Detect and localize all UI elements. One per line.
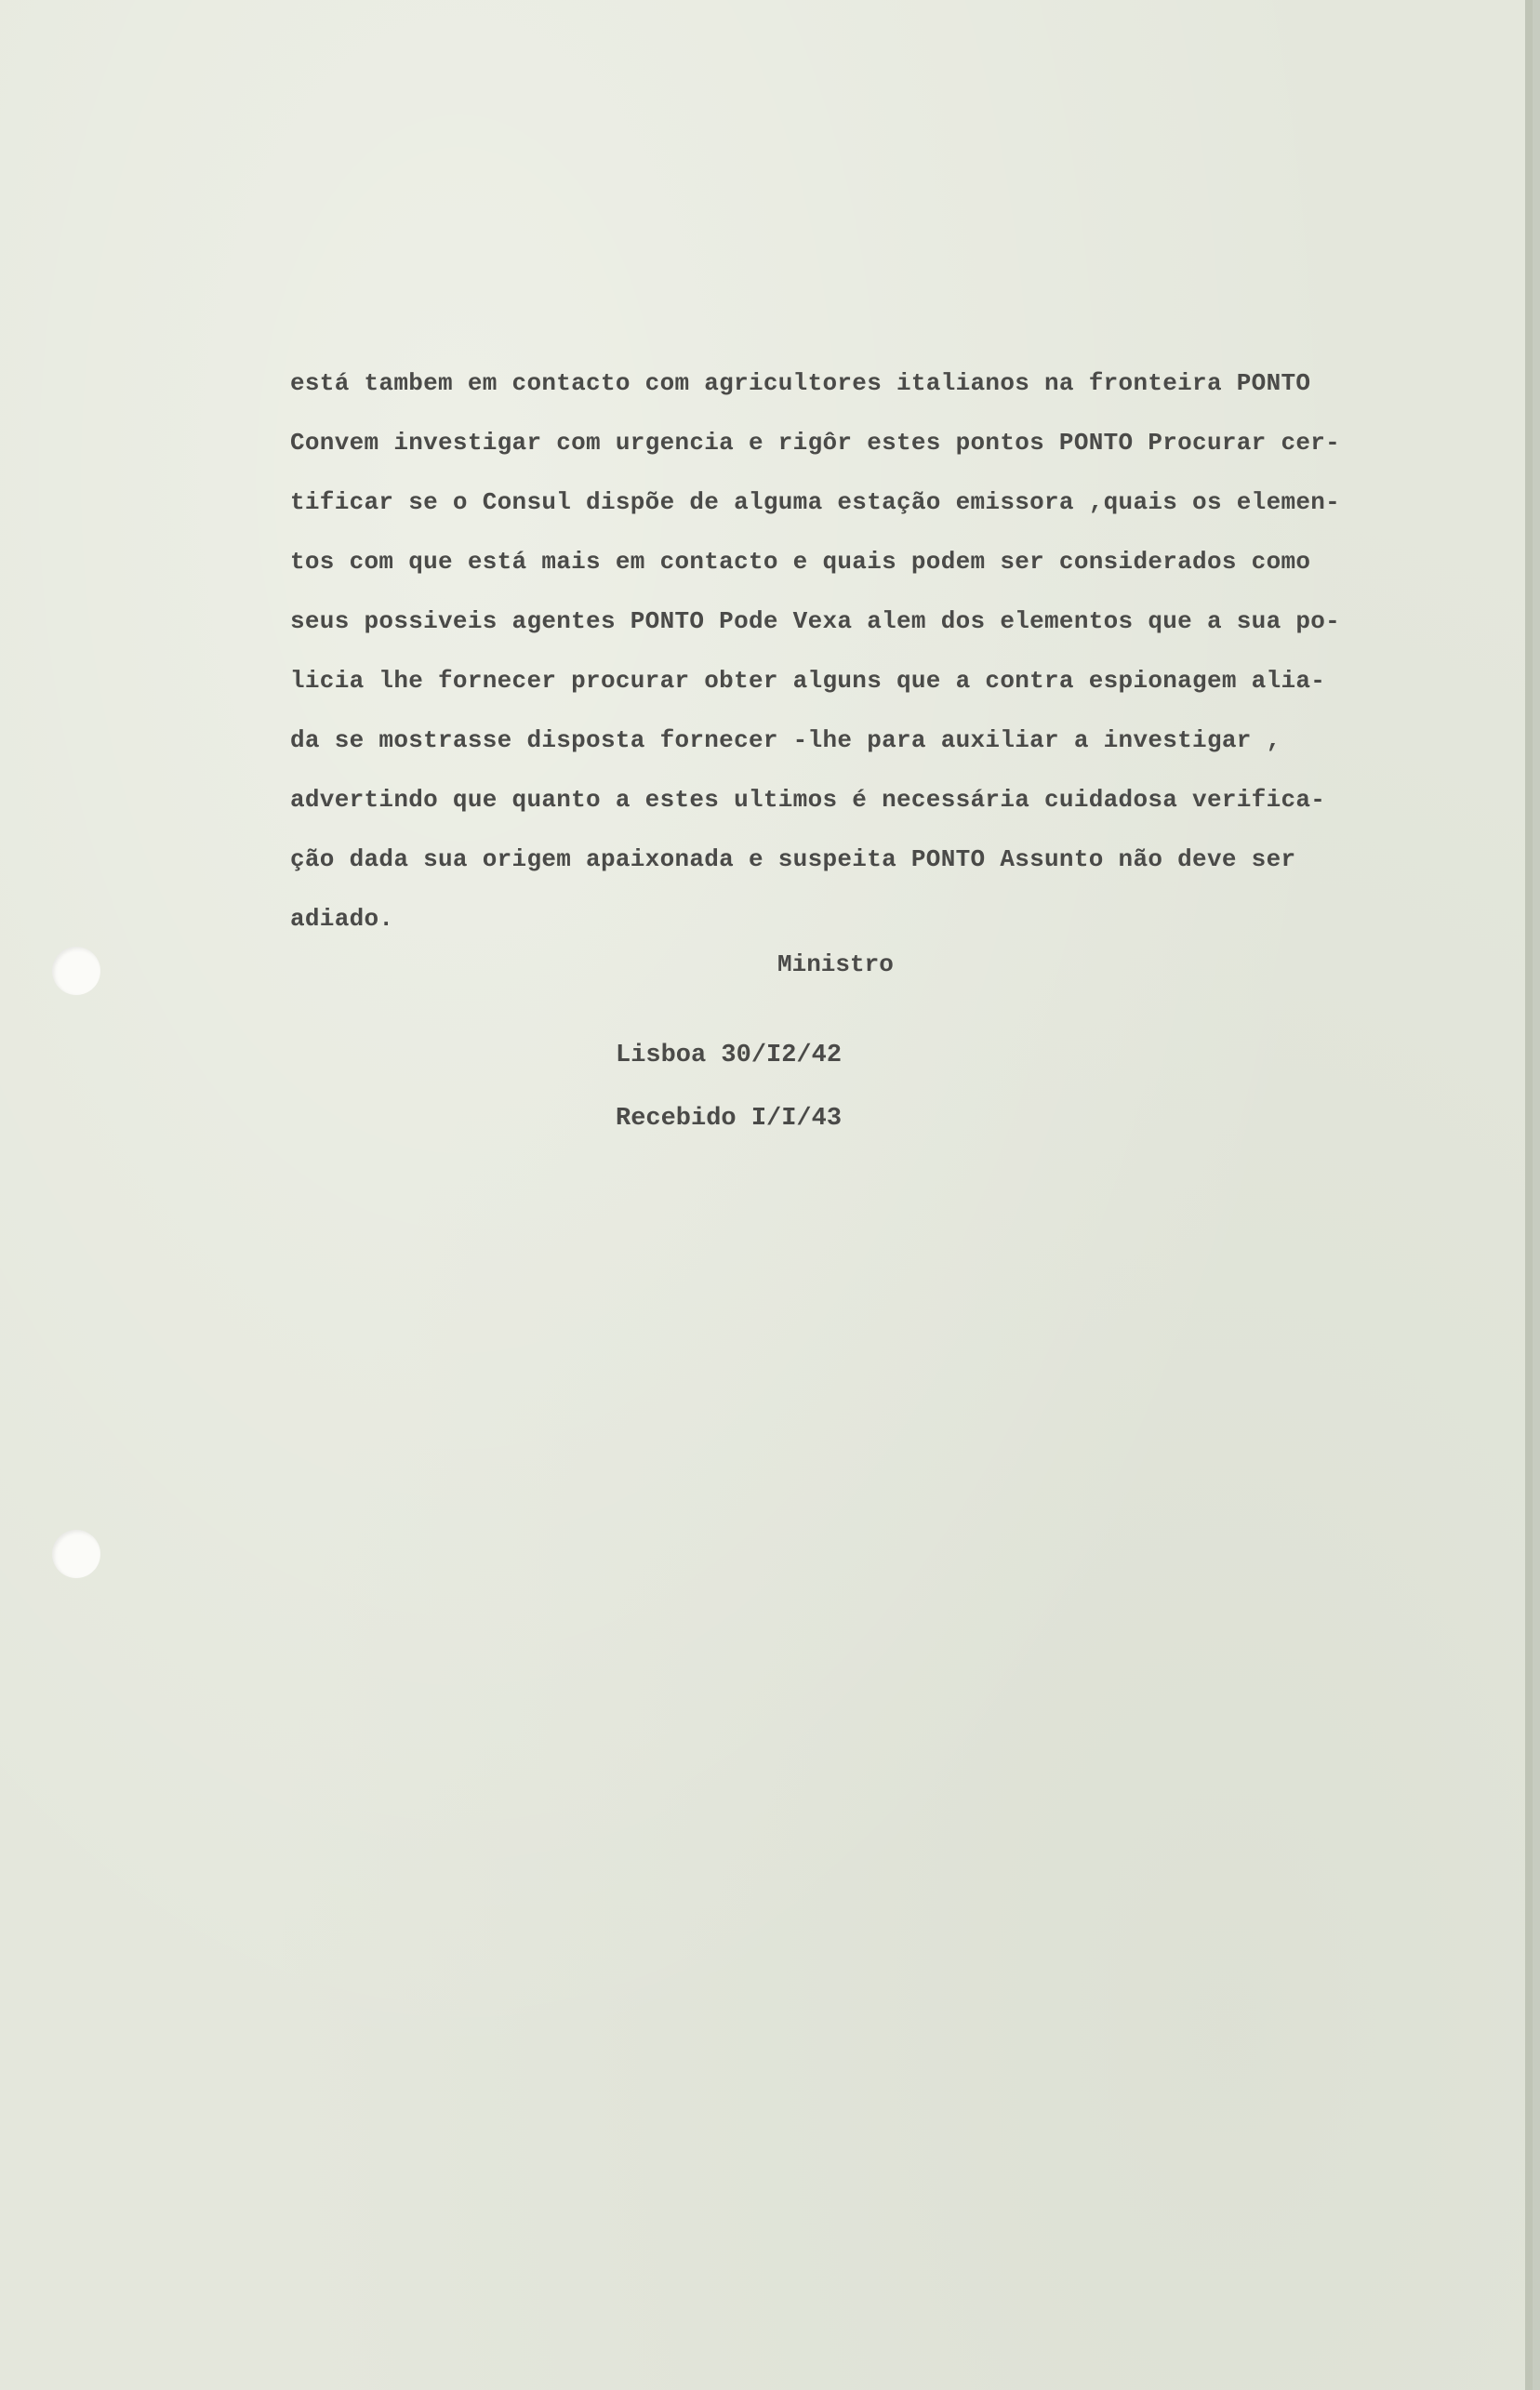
body-line: está tambem em contacto com agricultores italianos na fronteira PONTO <box>290 369 1311 397</box>
body-line: da se mostrasse disposta fornecer -lhe para auxiliar a investigar , <box>290 726 1281 754</box>
date-line: Lisboa 30/I2/42 <box>616 1042 843 1069</box>
telegram-body <box>290 353 1406 949</box>
body-line: tos com que está mais em contacto e quais podem ser considerados como <box>290 548 1311 576</box>
signature: Ministro <box>777 950 894 978</box>
body-line: Convem investigar com urgencia e rigôr estes pontos PONTO Procurar cer- <box>290 429 1341 457</box>
received-line: Recebido I/I/43 <box>616 1105 843 1133</box>
body-line: ção dada sua origem apaixonada e suspeita PONTO Assunto não deve ser <box>290 845 1296 873</box>
body-line: advertindo que quanto a estes ultimos é necessária cuidadosa verifica- <box>290 786 1326 814</box>
body-line: licia lhe fornecer procurar obter alguns que a contra espionagem alia- <box>290 667 1326 695</box>
punch-hole <box>52 1530 100 1578</box>
page-edge <box>1525 0 1533 2390</box>
body-line: tificar se o Consul dispõe de alguma estação emissora ,quais os elemen- <box>290 488 1341 516</box>
body-line: seus possiveis agentes PONTO Pode Vexa alem dos elementos que a sua po- <box>290 607 1341 635</box>
body-line: adiado. <box>290 905 394 933</box>
punch-hole <box>52 947 100 995</box>
